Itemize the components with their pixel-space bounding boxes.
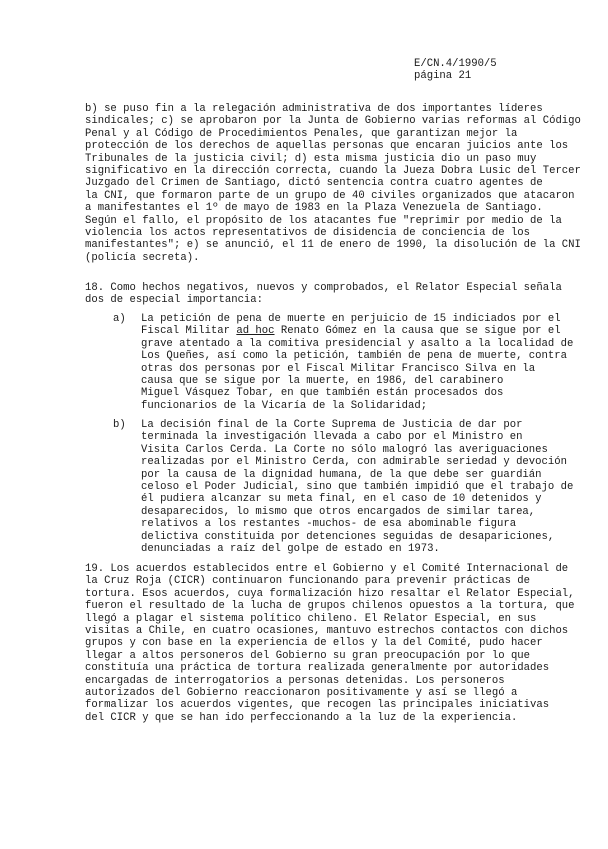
text-line: encargadas de interrogatorios a personas detenidas. Los personeros xyxy=(85,674,505,687)
text-line: terminada la investigación llevada a cabo por el Ministro en xyxy=(141,431,523,444)
text-line: b) se puso fin a la relegación administrativa de dos importantes líderes xyxy=(85,103,543,115)
text-line: manifestantes"; e) se anunció, el 11 de enero de 1990, la disolución de la CNI xyxy=(85,239,581,252)
paragraph-19 xyxy=(85,563,575,724)
text-line: otras dos personas por el Fiscal Militar Francisco Silva en la xyxy=(141,362,536,375)
text-line: sindicales; c) se aprobaron por la Junta de Gobierno varias reformas al Código xyxy=(85,115,581,128)
text-line: Tribunales de la justicia civil; d) esta misma justicia dio un paso muy xyxy=(85,152,537,165)
list-item-body xyxy=(141,313,574,412)
text-line: delictiva constituida por detenciones seguidas de desapariciones, xyxy=(141,530,555,543)
text-line: él pudiera alcanzar su meta final, en el caso de 10 detenidos y xyxy=(141,493,542,506)
paragraph-b-continuation xyxy=(85,103,581,264)
text-line: La decisión final de la Corte Suprema de Justicia de dar por xyxy=(141,419,523,431)
text-segment: Renato Gómez en la causa que se sigue por el xyxy=(274,325,561,338)
text-line: significativo en la dirección correcta, cuando la Jueza Dobra Lusic del Tercer xyxy=(85,165,581,178)
text-line: dos de especial importancia: xyxy=(85,294,264,307)
text-line: tortura. Esos acuerdos, cuya formalización hizo resaltar el Relator Especial, xyxy=(85,587,575,600)
text-line: grupos y con base en la experiencia de ellos y la del Comité, pudo hacer xyxy=(85,637,543,650)
text-line: 18. Como hechos negativos, nuevos y comprobados, el Relator Especial señala xyxy=(85,282,562,294)
list-item-label: b) xyxy=(113,419,126,431)
text-line: denunciadas a raíz del golpe de estado en 1973. xyxy=(141,543,440,556)
paragraph-18 xyxy=(85,282,562,307)
text-line: 19. Los acuerdos establecidos entre el Gobierno y el Comité Internacional de xyxy=(85,563,569,575)
text-line: fueron el resultado de la lucha de grupos chilenos opuestos a la tortura, que xyxy=(85,600,575,613)
page-number: página 21 xyxy=(414,70,472,83)
text-line: la CNI, que formaron parte de un grupo de 40 civiles organizados que atacaron xyxy=(85,189,575,202)
text-line: Miguel Vásquez Tobar, en que también están procesados dos xyxy=(141,387,504,400)
list-item-body xyxy=(141,419,574,556)
text-line: a manifestantes el 1º de mayo de 1983 en la Plaza Venezuela de Santiago. xyxy=(85,202,543,215)
text-line: relativos a los restantes -muchos- de esa abominable figura xyxy=(141,518,517,531)
text-line: causa que se sigue por la muerte, en 1986, del carabinero xyxy=(141,375,504,388)
text-line: Juzgado del Crimen de Santiago, dictó sentencia contra cuatro agentes de xyxy=(85,177,543,190)
text-line: autorizados del Gobierno reaccionaron positivamente y así se llegó a xyxy=(85,687,518,700)
text-line: Visita Carlos Cerda. La Corte no sólo malogró las averiguaciones xyxy=(141,443,548,456)
text-line: realizadas por el Ministro Cerda, con admirable seriedad y devoción xyxy=(141,456,567,469)
text-line: formalizar los acuerdos vigentes, que recogen las principales iniciativas xyxy=(85,699,550,712)
text-line: la Cruz Roja (CICR) continuaron funcionando para prevenir prácticas de xyxy=(85,575,531,588)
text-line: grave atentado a la comitiva presidencial y asalto a la localidad de xyxy=(141,337,574,350)
text-line: celoso el Poder Judicial, sino que también impidió que el trabajo de xyxy=(141,481,574,494)
text-line: desaparecidos, lo mismo que otros encargados de similar tarea, xyxy=(141,505,536,518)
text-line: Según el fallo, el propósito de los atacantes fue "reprimir por medio de la xyxy=(85,214,562,227)
text-segment: Fiscal Militar xyxy=(141,325,237,338)
text-line: visitas a Chile, en cuatro ocasiones, mantuvo estrechos contactos con dichos xyxy=(85,625,569,638)
text-line: llegar a altos personeros del Gobierno su gran preocupación por lo que xyxy=(85,649,531,662)
text-line: violencia los actos representativos de disidencia de conciencia de los xyxy=(85,227,531,240)
text-line: constituía una práctica de tortura realizada generalmente por autoridades xyxy=(85,662,550,675)
text-line: La petición de pena de muerte en perjuicio de 15 indiciados por el xyxy=(141,313,561,325)
text-line: del CICR y que se han ido perfeccionando a la luz de la experiencia. xyxy=(85,711,518,724)
text-line: por la causa de la dignidad humana, de la que debe ser guardián xyxy=(141,468,542,481)
text-line: funcionarios de la Vicaría de la Solidaridad; xyxy=(141,399,428,412)
text-line: Penal y al Código de Procedimientos Penales, que garantizan mejor la xyxy=(85,127,518,140)
text-line: Los Queñes, así como la petición, también de pena de muerte, contra xyxy=(141,350,567,363)
underlined-term: ad hoc xyxy=(236,325,275,338)
document-symbol: E/CN.4/1990/5 xyxy=(414,58,497,70)
text-line: (policía secreta). xyxy=(85,251,200,264)
text-line xyxy=(141,325,561,338)
list-item-label: a) xyxy=(113,313,126,325)
document-header xyxy=(414,58,584,83)
text-line: llegó a plagar el sistema político chileno. El Relator Especial, en sus xyxy=(85,612,537,625)
text-line: protección de los derechos de aquellas personas que encaran juicios ante los xyxy=(85,140,569,153)
